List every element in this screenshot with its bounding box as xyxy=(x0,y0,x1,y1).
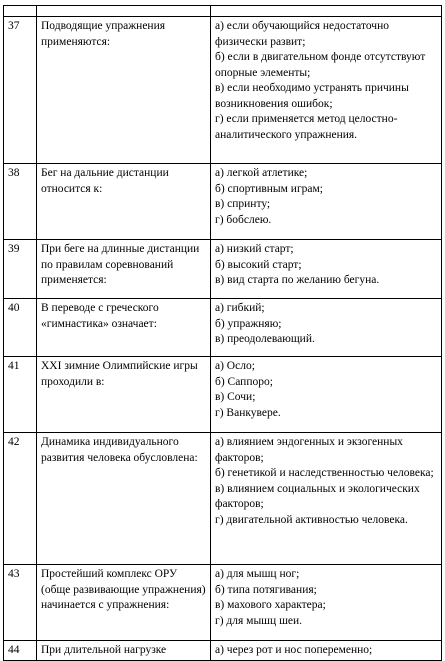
answer-option: б) типа потягивания; xyxy=(215,583,317,596)
question-text: При длительной нагрузке xyxy=(37,641,211,661)
answer-options xyxy=(211,433,442,565)
answer-options xyxy=(211,357,442,433)
answer-option: а) низкий старт; xyxy=(215,243,294,255)
answer-option: а) через рот и нос попеременно; xyxy=(215,644,373,656)
question-number: 39 xyxy=(4,240,37,299)
answer-options xyxy=(211,299,442,357)
answer-options xyxy=(211,641,442,661)
header-cell-answers xyxy=(211,6,442,17)
answer-options xyxy=(211,164,442,240)
table-header-row xyxy=(4,6,442,17)
answer-option: б) высокий старт; xyxy=(215,258,302,271)
answer-option: а) влиянием эндогенных и экзогенных факторов; xyxy=(215,436,403,464)
answer-option: г) если применяется метод целостно-аналитического упражнения. xyxy=(215,113,398,141)
table-row xyxy=(4,565,442,641)
answer-option: г) для мышц шеи. xyxy=(215,614,303,627)
table-row xyxy=(4,164,442,240)
table-row xyxy=(4,433,442,565)
answer-option: г) бобслею. xyxy=(215,213,272,226)
table-row xyxy=(4,641,442,661)
question-text: Подводящие упражнения применяются: xyxy=(37,17,211,164)
header-cell-question xyxy=(37,6,211,17)
table-row xyxy=(4,17,442,164)
table-row xyxy=(4,299,442,357)
answer-option: в) влиянием социальных и экологических факторов; xyxy=(215,482,420,510)
answer-option: г) Ванкувере. xyxy=(215,406,281,419)
question-number: 43 xyxy=(4,565,37,641)
answer-option: а) для мышц ног; xyxy=(215,568,300,580)
answer-option: а) легкой атлетике; xyxy=(215,167,308,179)
question-number: 40 xyxy=(4,299,37,357)
answer-option: г) двигательной активностью человека. xyxy=(215,513,408,526)
question-text: Динамика индивидуального развития человека обусловлена: xyxy=(37,433,211,565)
answer-option: б) Саппоро; xyxy=(215,375,273,388)
answer-option: а) гибкий; xyxy=(215,302,265,314)
answer-option: а) Осло; xyxy=(215,360,255,372)
answer-option: а) если обучающийся недостаточно физически развит; xyxy=(215,20,389,48)
question-number: 41 xyxy=(4,357,37,433)
question-text: Бег на дальние дистанции относится к: xyxy=(37,164,211,240)
answer-option: в) Сочи; xyxy=(215,391,256,403)
answer-option: в) махового характера; xyxy=(215,599,326,611)
table-row xyxy=(4,240,442,299)
question-number: 44 xyxy=(4,641,37,661)
answer-options xyxy=(211,565,442,641)
answer-options xyxy=(211,240,442,299)
answer-option: в) если необходимо устранять причины возникновения ошибок; xyxy=(215,82,409,110)
answer-options xyxy=(211,17,442,164)
answer-option: б) спортивным играм; xyxy=(215,182,324,195)
answer-option: в) спринту; xyxy=(215,198,271,210)
answer-option: в) преодолевающий. xyxy=(215,333,315,345)
question-text: В переводе с греческого «гимнастика» означает: xyxy=(37,299,211,357)
question-text: XXI зимние Олимпийские игры проходили в: xyxy=(37,357,211,433)
answer-option: б) генетикой и наследственностью человека; xyxy=(215,467,434,479)
question-number: 37 xyxy=(4,17,37,164)
question-text: Простейший комплекс ОРУ (обще развивающие упражнения) начинается с упражнения: xyxy=(37,565,211,641)
question-number: 42 xyxy=(4,433,37,565)
table-row xyxy=(4,357,442,433)
question-number: 38 xyxy=(4,164,37,240)
answer-option: б) если в двигательном фонде отсутствуют опорные элементы; xyxy=(215,51,426,79)
answer-option: б) упражняю; xyxy=(215,317,282,330)
answer-option: в) вид старта по желанию бегуна. xyxy=(215,274,380,286)
question-text: При беге на длинные дистанции по правилам соревнований применяется: xyxy=(37,240,211,299)
questions-table xyxy=(3,5,442,661)
header-cell-num xyxy=(4,6,37,17)
